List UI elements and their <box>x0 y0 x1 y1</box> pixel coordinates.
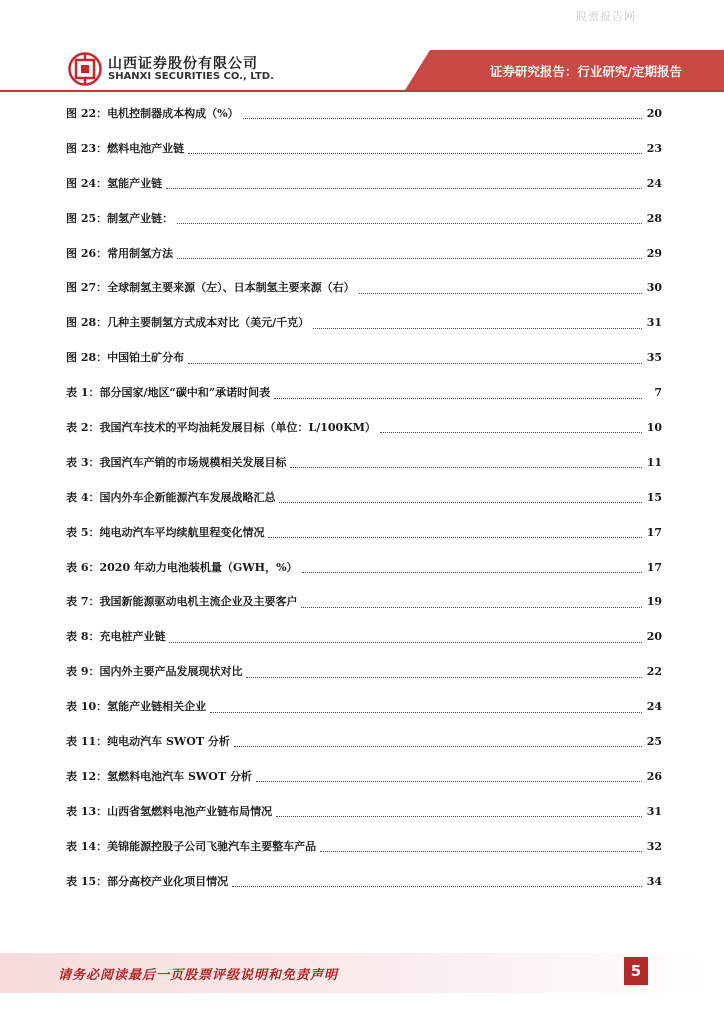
toc-leader-dots <box>232 885 642 887</box>
toc-entry-label: 表 15：部分高校产业化项目情况 <box>66 874 229 888</box>
toc-entry[interactable] <box>66 868 662 903</box>
toc-entry-label: 表 4：国内外车企新能源汽车发展战略汇总 <box>66 490 276 504</box>
toc-entry-page: 7 <box>654 386 662 400</box>
toc-leader-dots <box>169 641 642 643</box>
toc-entry-label: 表 5：纯电动汽车平均续航里程变化情况 <box>66 525 265 539</box>
toc-entry[interactable] <box>66 240 662 275</box>
toc-entry[interactable] <box>66 554 662 589</box>
toc-entry-label: 图 25：制氢产业链： <box>66 211 174 225</box>
toc-entry-page: 11 <box>646 455 662 469</box>
toc-entry-page: 10 <box>646 421 662 435</box>
toc-entry-label: 表 9：国内外主要产品发展现状对比 <box>66 665 243 679</box>
toc-entry-page: 15 <box>646 490 662 504</box>
toc-entry-page: 23 <box>646 141 662 155</box>
toc-leader-dots <box>177 257 642 259</box>
toc-entry-label: 表 2：我国汽车技术的平均油耗发展目标（单位：L/100KM） <box>66 421 376 435</box>
toc-entry[interactable] <box>66 519 662 554</box>
toc-leader-dots <box>234 745 642 747</box>
toc-entry-label: 表 1：部分国家/地区“碳中和”承诺时间表 <box>66 386 271 400</box>
toc-leader-dots <box>256 780 642 782</box>
toc-entry[interactable] <box>66 274 662 309</box>
toc-entry-label: 图 28：几种主要制氢方式成本对比（美元/千克） <box>66 316 310 330</box>
toc-entry[interactable] <box>66 833 662 868</box>
page-header <box>0 46 724 92</box>
company-logo <box>68 52 298 88</box>
toc-entry[interactable] <box>66 379 662 414</box>
toc-entry-page: 19 <box>646 595 662 609</box>
toc-entry[interactable] <box>66 763 662 798</box>
toc-entry[interactable] <box>66 449 662 484</box>
toc-entry-label: 图 26：常用制氢方法 <box>66 246 174 260</box>
page-footer <box>0 953 724 993</box>
toc-leader-dots <box>246 676 642 678</box>
footer-disclaimer: 请务必阅读最后一页股票评级说明和免责声明 <box>58 968 339 983</box>
toc-entry-page: 24 <box>646 700 662 714</box>
toc-leader-dots <box>166 187 642 189</box>
toc-leader-dots <box>188 362 642 364</box>
toc-entry-page: 25 <box>646 735 662 749</box>
toc-entry-page: 35 <box>646 351 662 365</box>
toc-entry-page: 24 <box>646 176 662 190</box>
toc-entry[interactable] <box>66 135 662 170</box>
toc-leader-dots <box>188 152 642 154</box>
toc-entry-label: 图 24：氢能产业链 <box>66 176 163 190</box>
toc-entry[interactable] <box>66 798 662 833</box>
company-name-en: SHANXI SECURITIES CO., LTD. <box>108 71 274 82</box>
toc-entry-label: 表 6：2020 年动力电池装机量（GWH，%） <box>66 560 298 574</box>
watermark-text: 股票报告网 <box>576 10 636 23</box>
toc-entry-page: 29 <box>646 246 662 260</box>
toc-entry-label: 表 10：氢能产业链相关企业 <box>66 700 207 714</box>
header-divider <box>0 90 724 92</box>
toc-leader-dots <box>380 431 642 433</box>
toc-entry[interactable] <box>66 588 662 623</box>
toc-entry[interactable] <box>66 100 662 135</box>
toc-entry-page: 17 <box>646 560 662 574</box>
toc-entry[interactable] <box>66 170 662 205</box>
toc-leader-dots <box>268 536 642 538</box>
toc-leader-dots <box>276 815 642 817</box>
toc-entry-page: 20 <box>646 630 662 644</box>
toc-entry-label: 表 3：我国汽车产销的市场规模相关发展目标 <box>66 455 287 469</box>
toc-entry-page: 34 <box>646 874 662 888</box>
toc-leader-dots <box>302 571 642 573</box>
toc-entry[interactable] <box>66 484 662 519</box>
toc-leader-dots <box>274 397 642 399</box>
toc-leader-dots <box>290 466 642 468</box>
toc-leader-dots <box>313 327 642 329</box>
toc-leader-dots <box>177 222 642 224</box>
toc-entry-page: 22 <box>646 665 662 679</box>
toc-entry[interactable] <box>66 309 662 344</box>
toc-entry-label: 表 14：美锦能源控股子公司飞驰汽车主要整车产品 <box>66 839 317 853</box>
toc-entry[interactable] <box>66 658 662 693</box>
toc-leader-dots <box>320 850 642 852</box>
toc-entry-label: 表 11：纯电动汽车 SWOT 分析 <box>66 735 230 749</box>
toc-entry[interactable] <box>66 414 662 449</box>
toc-entry[interactable] <box>66 693 662 728</box>
page-number: 5 <box>624 957 648 985</box>
table-of-contents <box>66 100 662 902</box>
toc-entry[interactable] <box>66 623 662 658</box>
toc-entry-page: 20 <box>646 107 662 120</box>
toc-entry-page: 32 <box>646 839 662 853</box>
toc-entry-label: 表 13：山西省氢燃料电池产业链布局情况 <box>66 804 273 818</box>
toc-entry[interactable] <box>66 728 662 763</box>
toc-entry-page: 17 <box>646 525 662 539</box>
toc-entry-label: 图 27：全球制氢主要来源（左）、日本制氢主要来源（右） <box>66 281 355 295</box>
toc-entry-page: 30 <box>646 281 662 295</box>
toc-entry-label: 图 28：中国铂土矿分布 <box>66 351 185 365</box>
company-name-cn: 山西证券股份有限公司 <box>108 56 258 72</box>
toc-entry-label: 图 23：燃料电池产业链 <box>66 141 185 155</box>
toc-entry-page: 31 <box>646 804 662 818</box>
toc-entry[interactable] <box>66 205 662 240</box>
toc-leader-dots <box>279 501 642 503</box>
logo-emblem-icon <box>68 52 102 86</box>
toc-leader-dots <box>243 117 642 119</box>
toc-entry-page: 31 <box>646 316 662 330</box>
toc-entry-label: 表 7：我国新能源驱动电机主流企业及主要客户 <box>66 595 298 609</box>
report-type-title: 证券研究报告：行业研究/定期报告 <box>489 64 682 79</box>
toc-entry[interactable] <box>66 344 662 379</box>
toc-entry-label: 图 22：电机控制器成本构成（%） <box>66 107 239 120</box>
toc-entry-label: 表 8：充电桩产业链 <box>66 630 166 644</box>
toc-entry-label: 表 12：氢燃料电池汽车 SWOT 分析 <box>66 769 252 783</box>
toc-leader-dots <box>210 711 642 713</box>
toc-entry-page: 26 <box>646 769 662 783</box>
toc-entry-page: 28 <box>646 211 662 225</box>
toc-leader-dots <box>301 606 642 608</box>
toc-leader-dots <box>359 292 642 294</box>
